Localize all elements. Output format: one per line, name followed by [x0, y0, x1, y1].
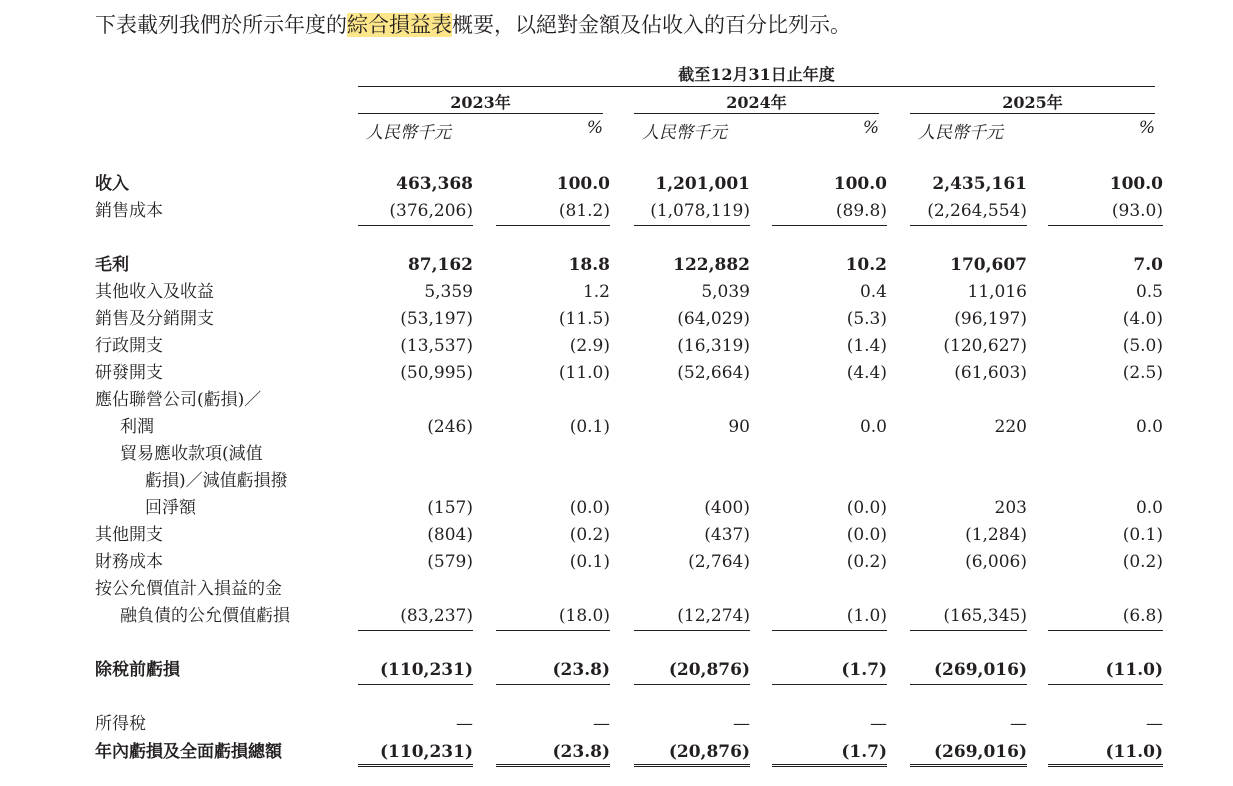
percent-cell: 100.0	[833, 174, 887, 194]
amount-cell: 90	[728, 417, 750, 437]
percent-cell: 7.0	[1133, 255, 1163, 275]
amount-cell: (1,284)	[965, 525, 1027, 545]
unit-amount-2024: 人民幣千元	[642, 123, 727, 143]
fair-value-loss-underline	[772, 630, 887, 631]
percent-cell: (5.0)	[1122, 336, 1163, 356]
amount-cell: (53,197)	[400, 309, 473, 329]
year-rule-2025	[910, 113, 1155, 114]
row-label: 其他開支	[95, 525, 163, 545]
percent-cell: 0.0	[859, 417, 887, 437]
percent-cell: (0.0)	[569, 498, 610, 518]
percent-cell: (0.1)	[569, 552, 610, 572]
percent-cell: (1.4)	[846, 336, 887, 356]
amount-cell: (61,603)	[954, 363, 1027, 383]
row-label: 除稅前虧損	[95, 660, 180, 680]
percent-cell: 0.0	[1135, 498, 1163, 518]
total-loss-double-underline	[358, 764, 473, 767]
amount-cell: (20,876)	[668, 660, 750, 680]
loss-before-tax-underline	[634, 684, 750, 685]
percent-cell: 100.0	[1109, 174, 1163, 194]
row-label: 所得稅	[95, 714, 146, 734]
percent-cell: (93.0)	[1111, 201, 1163, 221]
amount-cell: (157)	[427, 498, 473, 518]
fair-value-loss-underline	[634, 630, 750, 631]
amount-cell: (110,231)	[380, 742, 473, 762]
total-loss-double-underline	[634, 764, 750, 767]
year-rule-2023	[358, 113, 603, 114]
intro-highlight: 綜合損益表	[347, 13, 452, 37]
amount-cell: (579)	[427, 552, 473, 572]
loss-before-tax-underline	[358, 684, 473, 685]
total-loss-double-underline	[496, 764, 610, 767]
percent-cell: 0.0	[1135, 417, 1163, 437]
row-label: 融負債的公允價值虧損	[120, 606, 290, 626]
cost-of-sales-underline	[358, 225, 473, 226]
percent-cell: (0.2)	[846, 552, 887, 572]
fair-value-loss-underline	[358, 630, 473, 631]
amount-cell: (13,537)	[400, 336, 473, 356]
row-label: 銷售及分銷開支	[95, 309, 214, 329]
amount-cell: 220	[994, 417, 1027, 437]
row-label: 虧損)／減值虧損撥	[145, 471, 288, 491]
percent-cell: (4.4)	[846, 363, 887, 383]
cost-of-sales-underline	[634, 225, 750, 226]
row-label: 財務成本	[95, 552, 163, 572]
percent-cell: 10.2	[845, 255, 887, 275]
amount-cell: 122,882	[673, 255, 750, 275]
percent-cell: (0.2)	[569, 525, 610, 545]
loss-before-tax-underline	[496, 684, 610, 685]
row-label: 研發開支	[95, 363, 163, 383]
cost-of-sales-underline	[910, 225, 1027, 226]
amount-cell: (2,764)	[688, 552, 750, 572]
year-header-2023: 2023年	[450, 93, 511, 112]
intro-paragraph	[95, 10, 851, 40]
amount-cell: (96,197)	[954, 309, 1027, 329]
percent-cell: —	[1146, 714, 1163, 734]
amount-cell: (110,231)	[380, 660, 473, 680]
percent-cell: (1.7)	[841, 660, 887, 680]
unit-percent-2023: %	[586, 118, 603, 138]
amount-cell: 170,607	[950, 255, 1027, 275]
amount-cell: —	[733, 714, 750, 734]
percent-cell: (6.8)	[1122, 606, 1163, 626]
percent-cell: (0.1)	[1122, 525, 1163, 545]
amount-cell: (376,206)	[389, 201, 473, 221]
row-label: 銷售成本	[95, 201, 163, 221]
unit-amount-2025: 人民幣千元	[918, 123, 1003, 143]
total-loss-double-underline	[772, 764, 887, 767]
amount-cell: (120,627)	[943, 336, 1027, 356]
cost-of-sales-underline	[1048, 225, 1163, 226]
amount-cell: 87,162	[407, 255, 473, 275]
amount-cell: (16,319)	[677, 336, 750, 356]
period-header: 截至12月31日止年度	[678, 65, 835, 84]
percent-cell: (0.2)	[1122, 552, 1163, 572]
percent-cell: 1.2	[582, 282, 610, 302]
amount-cell: (50,995)	[400, 363, 473, 383]
amount-cell: (1,078,119)	[650, 201, 750, 221]
amount-cell: 203	[994, 498, 1027, 518]
row-label: 貿易應收款項(減值	[120, 444, 263, 464]
percent-cell: (11.0)	[1105, 742, 1163, 762]
percent-cell: 100.0	[556, 174, 610, 194]
percent-cell: (1.0)	[846, 606, 887, 626]
loss-before-tax-underline	[1048, 684, 1163, 685]
percent-cell: (23.8)	[552, 742, 610, 762]
amount-cell: 463,368	[396, 174, 473, 194]
total-loss-double-underline	[1048, 764, 1163, 767]
percent-cell: 0.5	[1135, 282, 1163, 302]
percent-cell: 0.4	[859, 282, 887, 302]
unit-percent-2024: %	[862, 118, 879, 138]
amount-cell: (246)	[427, 417, 473, 437]
percent-cell: —	[870, 714, 887, 734]
fair-value-loss-underline	[1048, 630, 1163, 631]
amount-cell: 1,201,001	[655, 174, 750, 194]
percent-cell: (2.9)	[569, 336, 610, 356]
row-label: 應佔聯營公司(虧損)／	[95, 390, 262, 410]
amount-cell: —	[1010, 714, 1027, 734]
amount-cell: 5,359	[424, 282, 473, 302]
amount-cell: (12,274)	[677, 606, 750, 626]
amount-cell: (20,876)	[668, 742, 750, 762]
amount-cell: (165,345)	[943, 606, 1027, 626]
percent-cell: (23.8)	[552, 660, 610, 680]
percent-cell: (11.0)	[558, 363, 610, 383]
fair-value-loss-underline	[496, 630, 610, 631]
unit-percent-2025: %	[1138, 118, 1155, 138]
intro-text-after: 概要，以絕對金額及佔收入的百分比列示。	[452, 13, 851, 37]
cost-of-sales-underline	[772, 225, 887, 226]
percent-cell: (4.0)	[1122, 309, 1163, 329]
percent-cell: (0.1)	[569, 417, 610, 437]
amount-cell: 5,039	[701, 282, 750, 302]
percent-cell: (2.5)	[1122, 363, 1163, 383]
row-label: 回淨額	[145, 498, 196, 518]
loss-before-tax-underline	[772, 684, 887, 685]
amount-cell: (269,016)	[934, 660, 1027, 680]
amount-cell: (64,029)	[677, 309, 750, 329]
percent-cell: (18.0)	[558, 606, 610, 626]
row-label: 行政開支	[95, 336, 163, 356]
amount-cell: (6,006)	[965, 552, 1027, 572]
percent-cell: (5.3)	[846, 309, 887, 329]
row-label: 利潤	[120, 417, 154, 437]
percent-cell: —	[593, 714, 610, 734]
percent-cell: (11.0)	[1105, 660, 1163, 680]
amount-cell: —	[456, 714, 473, 734]
amount-cell: (400)	[704, 498, 750, 518]
percent-cell: (89.8)	[835, 201, 887, 221]
period-rule	[358, 86, 1155, 87]
row-label: 毛利	[95, 255, 129, 275]
amount-cell: 11,016	[967, 282, 1027, 302]
amount-cell: (269,016)	[934, 742, 1027, 762]
cost-of-sales-underline	[496, 225, 610, 226]
intro-text-before: 下表載列我們於所示年度的	[95, 13, 347, 37]
amount-cell: (437)	[704, 525, 750, 545]
amount-cell: (83,237)	[400, 606, 473, 626]
row-label: 其他收入及收益	[95, 282, 214, 302]
year-header-2024: 2024年	[726, 93, 787, 112]
fair-value-loss-underline	[910, 630, 1027, 631]
amount-cell: 2,435,161	[932, 174, 1027, 194]
row-label: 年內虧損及全面虧損總額	[95, 742, 282, 762]
percent-cell: (1.7)	[841, 742, 887, 762]
year-rule-2024	[634, 113, 879, 114]
row-label: 按公允價值計入損益的金	[95, 579, 282, 599]
percent-cell: (0.0)	[846, 498, 887, 518]
row-label: 收入	[95, 174, 129, 194]
percent-cell: 18.8	[568, 255, 610, 275]
percent-cell: (11.5)	[558, 309, 610, 329]
amount-cell: (52,664)	[677, 363, 750, 383]
amount-cell: (2,264,554)	[927, 201, 1027, 221]
year-header-2025: 2025年	[1002, 93, 1063, 112]
unit-amount-2023: 人民幣千元	[366, 123, 451, 143]
loss-before-tax-underline	[910, 684, 1027, 685]
percent-cell: (0.0)	[846, 525, 887, 545]
total-loss-double-underline	[910, 764, 1027, 767]
amount-cell: (804)	[427, 525, 473, 545]
percent-cell: (81.2)	[558, 201, 610, 221]
